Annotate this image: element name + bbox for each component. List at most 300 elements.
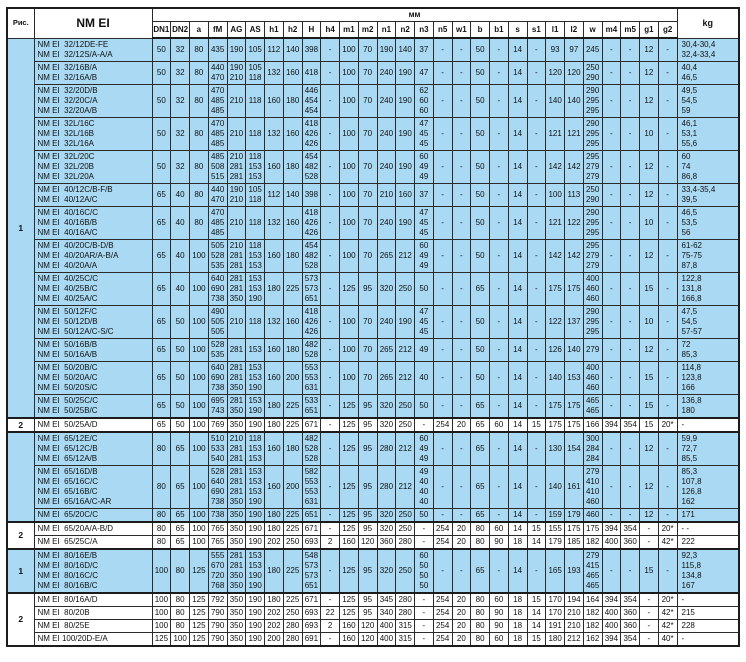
dim-cell-DN2: 80 <box>171 606 190 619</box>
dim-cell-m4: - <box>602 84 621 117</box>
dim-cell-b: 80 <box>471 632 490 646</box>
dim-cell-m5: - <box>621 61 640 84</box>
dim-cell-b1: - <box>490 508 509 522</box>
dim-cell-l1: 142 <box>546 239 565 272</box>
dim-cell-fM: 769 <box>208 418 227 432</box>
dim-cell-n2: 250 <box>396 272 415 305</box>
dim-cell-DN2: 100 <box>171 632 190 646</box>
dim-cell-b: 50 <box>471 338 490 361</box>
dim-cell-m2: 120 <box>358 535 377 549</box>
dim-cell-n1: 320 <box>377 508 396 522</box>
dim-cell-AS: 190 <box>246 593 265 607</box>
dim-cell-g1: 15 <box>640 549 659 593</box>
model-names-cell: NM EI 65/20C/C <box>34 508 152 522</box>
dim-cell-DN1: 65 <box>152 394 171 418</box>
dim-cell-h4: - <box>321 632 340 646</box>
dim-cell-w1: - <box>452 183 471 206</box>
dim-cell-m1: 100 <box>340 305 359 338</box>
table-row <box>7 549 739 593</box>
dim-cell-m4: - <box>602 61 621 84</box>
dim-cell-h2: 250 <box>283 606 302 619</box>
dim-cell-H: 398 <box>302 38 321 61</box>
dim-cell-m1: 125 <box>340 465 359 508</box>
dim-cell-h1: 180 <box>265 549 284 593</box>
dim-cell-w: 250 290 <box>583 183 602 206</box>
dim-cell-s1: - <box>527 394 546 418</box>
dim-cell-m4: - <box>602 465 621 508</box>
dim-cell-n2: 212 <box>396 239 415 272</box>
dim-cell-m2: 95 <box>358 508 377 522</box>
dim-cell-l2: 142 <box>565 239 584 272</box>
dim-cell-l2: 175 <box>565 272 584 305</box>
dim-cell-AS: 118 <box>246 117 265 150</box>
dim-cell-fM: 765 <box>208 522 227 536</box>
dim-cell-h1: 200 <box>265 632 284 646</box>
dim-cell-n1: 265 <box>377 239 396 272</box>
dim-cell-l1: 122 <box>546 305 565 338</box>
dim-cell-m2: 70 <box>358 305 377 338</box>
dim-cell-a: 80 <box>190 61 209 84</box>
dim-cell-n1: 400 <box>377 619 396 632</box>
dim-cell-b1: - <box>490 338 509 361</box>
dim-cell-H: 582 553 553 631 <box>302 465 321 508</box>
dim-cell-h4: - <box>321 394 340 418</box>
dim-cell-m5: - <box>621 117 640 150</box>
dim-cell-w1: - <box>452 84 471 117</box>
dim-cell-h4: - <box>321 361 340 394</box>
dim-cell-w1: - <box>452 361 471 394</box>
dim-cell-h4: - <box>321 305 340 338</box>
dim-cell-a: 100 <box>190 338 209 361</box>
dim-cell-fM: 640 690 738 <box>208 272 227 305</box>
dim-cell-b: 65 <box>471 508 490 522</box>
dim-cell-s1: - <box>527 361 546 394</box>
dim-cell-h2: 140 <box>283 183 302 206</box>
fig-number-cell: 1 <box>7 549 34 593</box>
dim-cell-AG: 350 <box>227 593 246 607</box>
dim-cell-m1: 100 <box>340 61 359 84</box>
dim-cell-n3: 47 45 45 <box>415 206 434 239</box>
dim-cell-m5: - <box>621 305 640 338</box>
dim-cell-AS: 105 118 <box>246 61 265 84</box>
dim-cell-m4: - <box>602 394 621 418</box>
dim-cell-g2: - <box>658 272 677 305</box>
table-row <box>7 239 739 272</box>
dim-cell-h4: 22 <box>321 606 340 619</box>
dim-cell-w1: - <box>452 305 471 338</box>
table-row <box>7 508 739 522</box>
dim-cell-b1: - <box>490 465 509 508</box>
dim-cell-AG: 350 <box>227 632 246 646</box>
dim-cell-n2: 280 <box>396 535 415 549</box>
dim-cell-AG: 210 <box>227 117 246 150</box>
dim-cell-s: 14 <box>508 206 527 239</box>
dim-cell-m4: - <box>602 338 621 361</box>
dim-cell-s: 14 <box>508 522 527 536</box>
dim-cell-H: 418 <box>302 61 321 84</box>
table-row <box>7 338 739 361</box>
dim-cell-n5: - <box>433 61 452 84</box>
dim-cell-s: 18 <box>508 535 527 549</box>
weight-cell: 40,4 46,5 <box>677 61 739 84</box>
dim-cell-s1: - <box>527 432 546 466</box>
model-names-cell: NM EI 80/25E <box>34 619 152 632</box>
weight-cell: 114,8 123,8 166 <box>677 361 739 394</box>
dim-cell-h2: 250 <box>283 535 302 549</box>
dim-cell-g2: - <box>658 239 677 272</box>
dim-cell-DN2: 32 <box>171 150 190 183</box>
model-names-cell: NM EI 65/12E/C NM EI 65/12C/B NM EI 65/12A/B <box>34 432 152 466</box>
dim-cell-h2: 200 <box>283 465 302 508</box>
dim-cell-h1: 180 <box>265 522 284 536</box>
dim-cell-n1: 190 <box>377 38 396 61</box>
dim-cell-g1: 10 <box>640 117 659 150</box>
col-header-a: a <box>190 22 209 39</box>
dim-cell-DN2: 50 <box>171 418 190 432</box>
dim-cell-l2: 140 <box>565 338 584 361</box>
dim-cell-n5: 254 <box>433 522 452 536</box>
dim-cell-h4: - <box>321 418 340 432</box>
dim-cell-s1: - <box>527 206 546 239</box>
dim-cell-b: 50 <box>471 61 490 84</box>
dim-cell-n5: - <box>433 206 452 239</box>
dim-cell-n1: 240 <box>377 84 396 117</box>
dim-cell-l2: 121 <box>565 117 584 150</box>
dim-cell-s1: - <box>527 150 546 183</box>
dim-cell-DN2: 80 <box>171 619 190 632</box>
dim-cell-b1: - <box>490 206 509 239</box>
dim-cell-H: 671 <box>302 593 321 607</box>
dim-cell-h1: 112 <box>265 183 284 206</box>
dim-cell-m5: 360 <box>621 535 640 549</box>
dim-cell-g1: 12 <box>640 61 659 84</box>
dim-cell-h1: 160 <box>265 338 284 361</box>
dim-cell-g2: - <box>658 549 677 593</box>
dim-cell-s: 18 <box>508 593 527 607</box>
table-row <box>7 418 739 432</box>
dim-cell-s1: - <box>527 183 546 206</box>
dim-cell-l2: 161 <box>565 465 584 508</box>
dim-cell-g2: - <box>658 38 677 61</box>
dim-cell-AG: 210 281 281 <box>227 239 246 272</box>
dim-cell-b: 80 <box>471 606 490 619</box>
dim-cell-m4: - <box>602 239 621 272</box>
dim-cell-DN2: 80 <box>171 549 190 593</box>
dim-cell-n5: - <box>433 272 452 305</box>
col-header-fM: fM <box>208 22 227 39</box>
dim-cell-AG: 281 281 281 350 <box>227 465 246 508</box>
dim-cell-n2: 190 <box>396 150 415 183</box>
dim-cell-DN2: 32 <box>171 117 190 150</box>
dim-cell-m1: 100 <box>340 338 359 361</box>
dim-cell-H: 651 <box>302 508 321 522</box>
dim-cell-h1: 202 <box>265 535 284 549</box>
dim-cell-n1: 320 <box>377 549 396 593</box>
dim-cell-s1: 15 <box>527 418 546 432</box>
col-header-s: s <box>508 22 527 39</box>
model-names-cell: NM EI 40/25C/C NM EI 40/25B/C NM EI 40/25A/C <box>34 272 152 305</box>
col-header-b1: b1 <box>490 22 509 39</box>
dim-cell-s1: 15 <box>527 632 546 646</box>
dim-cell-m5: - <box>621 38 640 61</box>
dim-cell-w: 166 <box>583 418 602 432</box>
dim-cell-AS: 190 <box>246 606 265 619</box>
dim-cell-DN1: 125 <box>152 632 171 646</box>
dim-cell-h1: 202 <box>265 619 284 632</box>
dim-cell-h2: 160 <box>283 305 302 338</box>
dim-cell-h4: - <box>321 239 340 272</box>
dim-cell-h1: 160 <box>265 239 284 272</box>
weight-cell: 215 <box>677 606 739 619</box>
dim-cell-H: 693 <box>302 619 321 632</box>
dim-cell-w: 290 295 295 <box>583 117 602 150</box>
model-names-cell: NM EI 32L/20C NM EI 32L/20B NM EI 32L/20A <box>34 150 152 183</box>
dim-cell-fM: 440 470 <box>208 61 227 84</box>
dim-cell-l2: 179 <box>565 508 584 522</box>
dim-cell-n5: - <box>433 394 452 418</box>
table-row <box>7 84 739 117</box>
dim-cell-fM: 790 <box>208 606 227 619</box>
weight-cell: 228 <box>677 619 739 632</box>
dim-cell-w: 245 <box>583 38 602 61</box>
dim-cell-n5: - <box>433 183 452 206</box>
dim-cell-w1: - <box>452 38 471 61</box>
dim-cell-l1: 121 <box>546 117 565 150</box>
dim-cell-m5: - <box>621 432 640 466</box>
dim-cell-g2: - <box>658 183 677 206</box>
dim-cell-n2: 250 <box>396 508 415 522</box>
dim-cell-DN1: 50 <box>152 38 171 61</box>
dim-cell-s: 14 <box>508 150 527 183</box>
dim-cell-n3: 60 50 50 50 <box>415 549 434 593</box>
dim-cell-l2: 142 <box>565 150 584 183</box>
dim-cell-m4: - <box>602 38 621 61</box>
dim-cell-b: 80 <box>471 619 490 632</box>
dim-cell-l1: 140 <box>546 465 565 508</box>
dim-cell-s: 14 <box>508 465 527 508</box>
dim-cell-n2: 190 <box>396 84 415 117</box>
dim-cell-w1: 20 <box>452 606 471 619</box>
table-row <box>7 117 739 150</box>
dim-cell-s: 14 <box>508 305 527 338</box>
dim-cell-AS: 153 153 190 <box>246 361 265 394</box>
header-unit-mm: мм <box>152 8 677 22</box>
dim-cell-m2: 70 <box>358 338 377 361</box>
dim-cell-H: 671 <box>302 522 321 536</box>
dim-cell-n5: 254 <box>433 606 452 619</box>
dim-cell-g1: - <box>640 535 659 549</box>
table-row <box>7 272 739 305</box>
dim-cell-m2: 120 <box>358 632 377 646</box>
dim-cell-h2: 225 <box>283 522 302 536</box>
dim-cell-w1: - <box>452 272 471 305</box>
dim-cell-l1: 170 <box>546 593 565 607</box>
dim-cell-AS: 118 <box>246 84 265 117</box>
dim-cell-DN1: 100 <box>152 606 171 619</box>
dim-cell-s: 14 <box>508 361 527 394</box>
dim-cell-s: 14 <box>508 418 527 432</box>
dim-cell-DN1: 50 <box>152 117 171 150</box>
dim-cell-m4: - <box>602 508 621 522</box>
dim-cell-DN1: 80 <box>152 465 171 508</box>
dim-cell-H: 418 426 426 <box>302 117 321 150</box>
dim-cell-fM: 470 485 485 <box>208 117 227 150</box>
dim-cell-H: 454 482 528 <box>302 239 321 272</box>
model-names-cell: NM EI 65/25C/A <box>34 535 152 549</box>
dim-cell-l1: 165 <box>546 549 565 593</box>
dim-cell-l1: 180 <box>546 632 565 646</box>
dim-cell-n3: - <box>415 606 434 619</box>
dim-cell-m2: 70 <box>358 361 377 394</box>
weight-cell: 59,9 72,7 85,5 <box>677 432 739 466</box>
dim-cell-DN1: 80 <box>152 508 171 522</box>
dim-cell-s1: - <box>527 117 546 150</box>
dim-cell-DN2: 32 <box>171 61 190 84</box>
dim-cell-b: 65 <box>471 394 490 418</box>
dim-cell-h1: 180 <box>265 508 284 522</box>
dim-cell-m1: 125 <box>340 593 359 607</box>
dim-cell-w: 182 <box>583 606 602 619</box>
dim-cell-g1: 15 <box>640 361 659 394</box>
dim-cell-m5: 354 <box>621 593 640 607</box>
dim-cell-m4: 400 <box>602 606 621 619</box>
dim-cell-h4: - <box>321 117 340 150</box>
dim-cell-AS: 118 <box>246 206 265 239</box>
dim-cell-AS: 118 153 153 <box>246 432 265 466</box>
dim-cell-l1: 130 <box>546 432 565 466</box>
weight-cell: 171 <box>677 508 739 522</box>
dim-cell-m2: 70 <box>358 206 377 239</box>
dim-cell-a: 100 <box>190 465 209 508</box>
dim-cell-l2: 194 <box>565 593 584 607</box>
dim-cell-AS: 153 190 <box>246 394 265 418</box>
dim-cell-fM: 490 505 505 <box>208 305 227 338</box>
dim-cell-fM: 528 640 690 738 <box>208 465 227 508</box>
model-names-cell: NM EI 40/20C/B-D/B NM EI 40/20AR/A-B/A NM EI 40/20A/A <box>34 239 152 272</box>
dim-cell-s: 18 <box>508 619 527 632</box>
dim-cell-g1: 12 <box>640 508 659 522</box>
dim-cell-b1: 90 <box>490 606 509 619</box>
dim-cell-b1: 90 <box>490 535 509 549</box>
dim-cell-b: 50 <box>471 305 490 338</box>
dim-cell-w1: - <box>452 117 471 150</box>
dim-cell-b1: 60 <box>490 418 509 432</box>
dim-cell-n2: 250 <box>396 418 415 432</box>
dim-cell-m1: 125 <box>340 522 359 536</box>
dim-cell-b1: - <box>490 61 509 84</box>
dim-cell-m5: - <box>621 272 640 305</box>
dim-cell-a: 100 <box>190 522 209 536</box>
dim-cell-a: 100 <box>190 432 209 466</box>
dim-cell-DN1: 65 <box>152 272 171 305</box>
dim-cell-g2: 42* <box>658 619 677 632</box>
dimensions-table <box>6 7 740 647</box>
table-row <box>7 593 739 607</box>
dim-cell-h2: 180 <box>283 239 302 272</box>
dim-cell-w1: 20 <box>452 535 471 549</box>
dim-cell-n1: 240 <box>377 61 396 84</box>
dim-cell-g1: 12 <box>640 150 659 183</box>
col-header-l2: l2 <box>565 22 584 39</box>
dim-cell-m1: 125 <box>340 418 359 432</box>
dim-cell-s1: - <box>527 38 546 61</box>
dim-cell-n5: 254 <box>433 593 452 607</box>
dim-cell-m5: - <box>621 239 640 272</box>
dim-cell-m2: 70 <box>358 38 377 61</box>
dim-cell-g2: - <box>658 338 677 361</box>
fig-number-cell: 2 <box>7 522 34 549</box>
dim-cell-s1: - <box>527 239 546 272</box>
weight-cell: 122,8 131,8 166,8 <box>677 272 739 305</box>
dim-cell-m2: 95 <box>358 418 377 432</box>
weight-cell: 33,4-35,4 39,5 <box>677 183 739 206</box>
model-names-cell: NM EI 100/20D-E/A <box>34 632 152 646</box>
weight-cell: 136,8 180 <box>677 394 739 418</box>
dim-cell-AS: 153 153 190 <box>246 272 265 305</box>
dim-cell-g1: 15 <box>640 394 659 418</box>
dim-cell-AS: 118 <box>246 305 265 338</box>
dim-cell-m1: 100 <box>340 239 359 272</box>
dim-cell-b: 50 <box>471 84 490 117</box>
dim-cell-h2: 280 <box>283 619 302 632</box>
table-row <box>7 38 739 61</box>
dim-cell-n2: 212 <box>396 338 415 361</box>
dim-cell-h4: - <box>321 593 340 607</box>
dim-cell-m1: 125 <box>340 394 359 418</box>
dim-cell-l1: 170 <box>546 606 565 619</box>
weight-cell: 61-62 75-75 87,8 <box>677 239 739 272</box>
dim-cell-n3: - <box>415 418 434 432</box>
dim-cell-a: 100 <box>190 418 209 432</box>
dim-cell-DN1: 50 <box>152 61 171 84</box>
dim-cell-l2: 185 <box>565 535 584 549</box>
dim-cell-w1: - <box>452 465 471 508</box>
dim-cell-H: 573 573 651 <box>302 272 321 305</box>
dim-cell-b1: 60 <box>490 632 509 646</box>
dim-cell-h1: 202 <box>265 606 284 619</box>
dim-cell-DN2: 40 <box>171 272 190 305</box>
dim-cell-h1: 132 <box>265 305 284 338</box>
dim-cell-fM: 440 470 <box>208 183 227 206</box>
dim-cell-g1: - <box>640 619 659 632</box>
dim-cell-a: 80 <box>190 38 209 61</box>
model-names-cell: NM EI 32/12DE-FE NM EI 32/12S/A-A/A <box>34 38 152 61</box>
dim-cell-b1: - <box>490 38 509 61</box>
dim-cell-DN1: 65 <box>152 183 171 206</box>
dim-cell-m2: 70 <box>358 150 377 183</box>
dim-cell-DN1: 65 <box>152 239 171 272</box>
col-header-m4: m4 <box>602 22 621 39</box>
col-header-AG: AG <box>227 22 246 39</box>
dim-cell-w1: 20 <box>452 522 471 536</box>
dim-cell-g1: - <box>640 632 659 646</box>
dim-cell-n5: - <box>433 508 452 522</box>
dim-cell-g1: - <box>640 606 659 619</box>
dim-cell-n1: 340 <box>377 606 396 619</box>
col-header-g2: g2 <box>658 22 677 39</box>
dim-cell-h4: - <box>321 38 340 61</box>
dim-cell-m2: 95 <box>358 606 377 619</box>
dim-cell-h4: - <box>321 432 340 466</box>
dim-cell-h2: 225 <box>283 418 302 432</box>
dim-cell-s: 18 <box>508 606 527 619</box>
weight-cell: - <box>677 632 739 646</box>
col-header-g1: g1 <box>640 22 659 39</box>
table-row <box>7 606 739 619</box>
dim-cell-h2: 140 <box>283 38 302 61</box>
dim-cell-AG: 210 281 281 <box>227 150 246 183</box>
dim-cell-b1: - <box>490 84 509 117</box>
